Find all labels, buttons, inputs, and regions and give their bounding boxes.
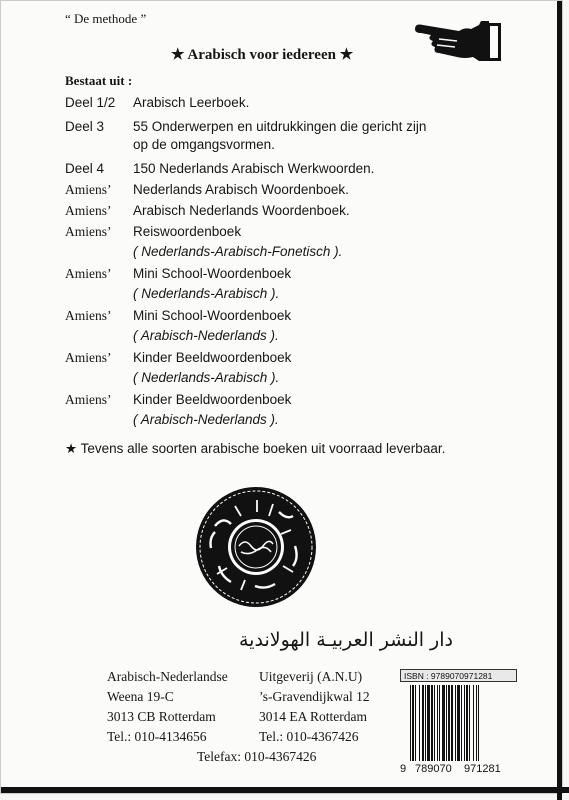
barcode-bar — [478, 685, 479, 761]
item-label: Amiens’ — [65, 182, 112, 197]
item-text: Arabisch Nederlands Woordenboek. — [133, 203, 350, 218]
address-line: Weena 19-C — [107, 689, 174, 704]
fax-line: Telefax: 010-4367426 — [197, 749, 317, 764]
cover-edge-right — [557, 1, 562, 800]
cover-title: ★ Arabisch voor iedereen ★ — [171, 47, 354, 63]
item-text-continued: op de omgangsvormen. — [133, 137, 275, 152]
address-line: Tel.: 010-4367426 — [259, 729, 359, 744]
barcode-bar — [464, 685, 465, 761]
barcode-bar — [434, 685, 435, 761]
barcode-bar — [410, 685, 411, 761]
isbn-label: ISBN : 9789070971281 — [404, 671, 493, 681]
barcode-bar — [439, 685, 440, 761]
barcode-bar — [457, 685, 460, 761]
item-label: Amiens’ — [65, 392, 112, 407]
subheading: Bestaat uit : — [65, 73, 133, 88]
item-text: Reiswoordenboek — [133, 224, 242, 239]
tagline: “ De methode ” — [65, 11, 147, 26]
item-text: Nederlands Arabisch Woordenboek. — [133, 182, 349, 197]
item-text: 150 Nederlands Arabisch Werkwoorden. — [133, 161, 375, 176]
address-line: Arabisch-Nederlandse — [107, 669, 228, 684]
item-label: Deel 3 — [65, 119, 105, 134]
item-label: Deel 1/2 — [65, 95, 116, 110]
barcode-digits-left: 789070 — [415, 763, 452, 775]
barcode-bar — [476, 685, 477, 761]
barcode-bar — [412, 685, 414, 761]
barcode-bar — [419, 685, 420, 761]
pointing-hand-icon — [411, 19, 507, 65]
item-label: Amiens’ — [65, 203, 112, 218]
item-subtitle: ( Nederlands-Arabisch-Fonetisch ). — [133, 244, 343, 259]
calligraphy-seal-icon — [195, 486, 317, 608]
address-line: 3014 EA Rotterdam — [259, 709, 367, 724]
barcode-bar — [466, 685, 468, 761]
item-text: Kinder Beeldwoordenboek — [133, 350, 292, 365]
barcode-bar — [473, 685, 474, 761]
barcode — [400, 683, 517, 775]
item-subtitle: ( Nederlands-Arabisch ). — [133, 286, 280, 301]
item-subtitle: ( Arabisch-Nederlands ). — [133, 412, 279, 427]
barcode-bar — [431, 685, 433, 761]
item-label: Amiens’ — [65, 266, 112, 281]
address-line: 3013 CB Rotterdam — [107, 709, 216, 724]
barcode-bar — [442, 685, 445, 761]
barcode-panel — [400, 669, 517, 779]
item-subtitle: ( Nederlands-Arabisch ). — [133, 370, 280, 385]
arabic-publisher-name: دار النشر العربيـة الهولاندية — [239, 629, 453, 651]
item-label: Deel 4 — [65, 161, 105, 176]
item-text: Mini School-Woordenboek — [133, 308, 292, 323]
barcode-digits-right: 971281 — [464, 763, 501, 775]
address-line: Uitgeverij (A.N.U) — [259, 669, 363, 684]
item-text: 55 Onderwerpen en uitdrukkingen die gericht zijn — [133, 119, 427, 134]
address-line: ’s-Gravendijkwal 12 — [259, 689, 370, 704]
item-text: Arabisch Leerboek. — [133, 95, 250, 110]
barcode-bar — [427, 685, 430, 761]
barcode-bar — [455, 685, 456, 761]
barcode-bar — [415, 685, 416, 761]
item-text: Mini School-Woordenboek — [133, 266, 292, 281]
item-text: Kinder Beeldwoordenboek — [133, 392, 292, 407]
barcode-first-digit: 9 — [400, 763, 407, 775]
item-subtitle: ( Arabisch-Nederlands ). — [133, 328, 279, 343]
item-label: Amiens’ — [65, 350, 112, 365]
barcode-bar — [469, 685, 470, 761]
barcode-bar — [451, 685, 453, 761]
availability-note: ★ Tevens alle soorten arabische boeken uit voorraad leverbaar. — [65, 441, 446, 456]
barcode-bar — [446, 685, 447, 761]
barcode-bar — [422, 685, 424, 761]
item-label: Amiens’ — [65, 224, 112, 239]
barcode-bar — [425, 685, 426, 761]
barcode-bar — [437, 685, 438, 761]
barcode-bar — [461, 685, 462, 761]
barcode-bar — [448, 685, 450, 761]
cover-edge-bottom — [1, 787, 569, 793]
address-line: Tel.: 010-4134656 — [107, 729, 207, 744]
item-label: Amiens’ — [65, 308, 112, 323]
